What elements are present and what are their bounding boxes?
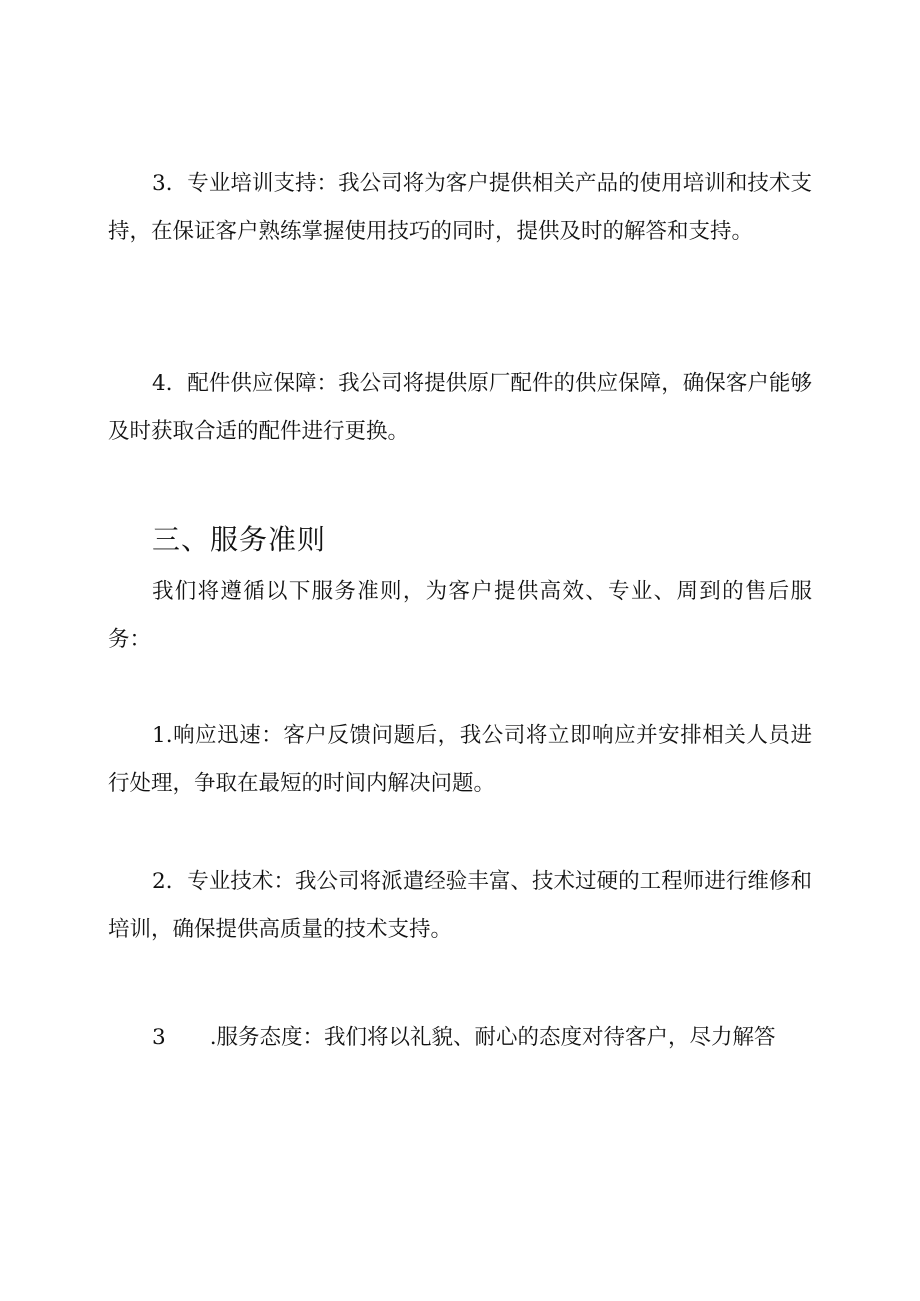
section-heading: 三、服务准则 (152, 523, 327, 556)
paragraph-parts-supply (108, 360, 812, 456)
paragraph-text: 专业技术：我公司将派遣经验丰富、技术过硬的工程师进行维修和培训，确保提供高质量的技术支持。 (108, 869, 812, 942)
list-number: 4 (152, 371, 166, 396)
paragraph-text: 配件供应保障：我公司将提供原厂配件的供应保障，确保客户能够及时获取合适的配件进行更换。 (108, 371, 812, 444)
list-number: 1 (152, 723, 166, 748)
paragraph-service-attitude (108, 1014, 812, 1062)
list-separator: . (165, 723, 173, 748)
paragraph-text: 服务态度：我们将以礼貌、耐心的态度对待客户，尽力解答 (216, 1025, 776, 1050)
list-number: 3 (152, 1025, 166, 1050)
paragraph-intro: 我们将遵循以下服务准则，为客户提供高效、专业、周到的售后服务： (108, 579, 812, 652)
paragraph-text: 专业培训支持：我公司将为客户提供相关产品的使用培训和技术支持，在保证客户熟练掌握使用技巧的同时，提供及时的解答和支持。 (108, 171, 812, 244)
paragraph-rapid-response (108, 712, 812, 808)
list-separator: ． (165, 171, 188, 196)
paragraph-training-support (108, 160, 812, 256)
list-separator: ． (165, 869, 188, 894)
list-number: 2 (152, 869, 166, 894)
paragraph-text: 响应迅速：客户反馈问题后，我公司将立即响应并安排相关人员进行处理，争取在最短的时间内解决问题。 (108, 723, 812, 796)
list-number: 3 (152, 171, 166, 196)
list-separator: . (209, 1025, 217, 1050)
list-separator: ． (165, 371, 188, 396)
paragraph-professional-tech (108, 858, 812, 954)
